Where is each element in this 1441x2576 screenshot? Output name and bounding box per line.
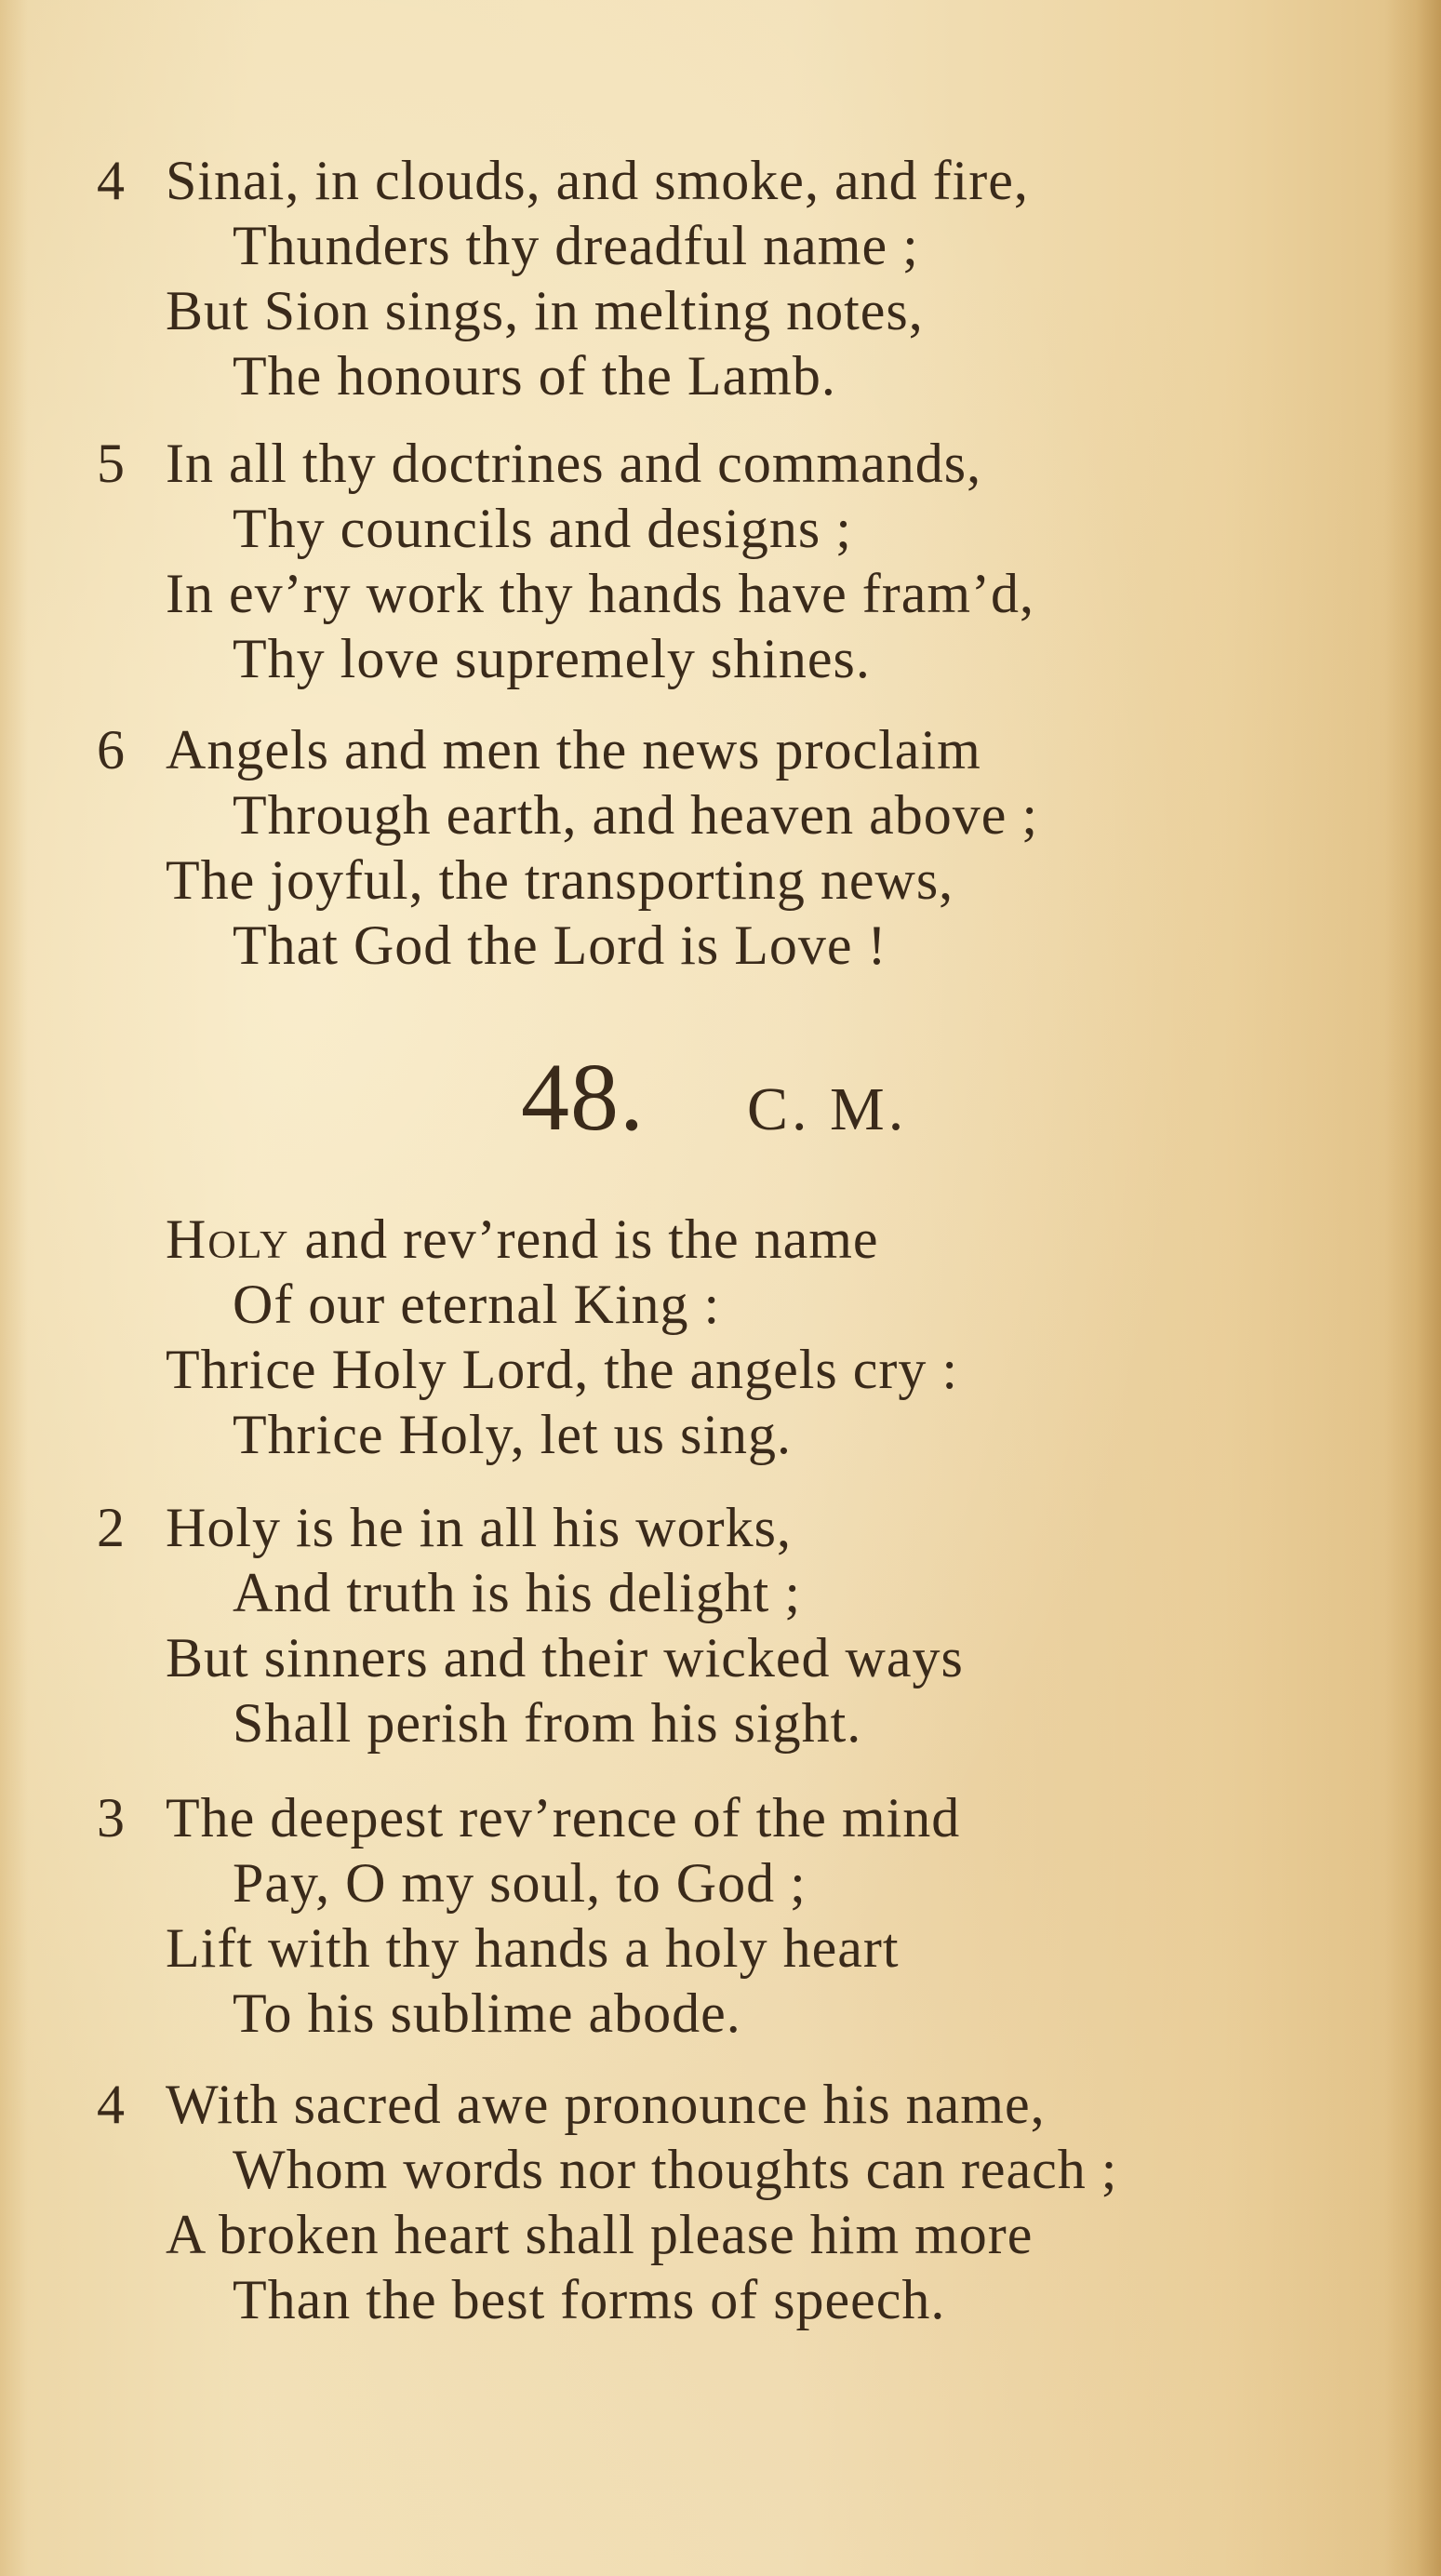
stanza-line: The honours of the Lamb. bbox=[233, 345, 836, 407]
stanza-line: Of our eternal King : bbox=[233, 1274, 721, 1335]
stanza-number: 2 bbox=[97, 1497, 125, 1558]
stanza-line: Holy is he in all his works, bbox=[166, 1497, 792, 1558]
stanza-line: Lift with thy hands a holy heart bbox=[166, 1917, 900, 1979]
hymn-meter: C. M. bbox=[747, 1075, 908, 1143]
stanza-line: The joyful, the transporting news, bbox=[166, 849, 954, 911]
stanza-line: Whom words nor thoughts can reach ; bbox=[233, 2139, 1118, 2200]
stanza-number: 4 bbox=[97, 2074, 125, 2135]
hymn-header bbox=[521, 1042, 907, 1166]
stanza-line: Sinai, in clouds, and smoke, and fire, bbox=[166, 150, 1029, 211]
stanza-number: 4 bbox=[97, 150, 125, 211]
stanza-line: A broken heart shall please him more bbox=[166, 2204, 1034, 2265]
stanza-line: And truth is his delight ; bbox=[233, 1562, 801, 1623]
stanza-line: Angels and men the news proclaim bbox=[166, 719, 981, 781]
stanza-line: Thy councils and designs ; bbox=[233, 498, 852, 559]
drop-word: Holy bbox=[166, 1208, 290, 1270]
page-right-shadow bbox=[1385, 0, 1441, 2576]
stanza-line: But sinners and their wicked ways bbox=[166, 1627, 964, 1688]
stanza-line: The deepest rev’rence of the mind bbox=[166, 1787, 961, 1849]
stanza-number: 5 bbox=[97, 433, 125, 494]
stanza-line: Shall perish from his sight. bbox=[233, 1692, 862, 1754]
page-left-shadow bbox=[0, 0, 28, 2576]
stanza-number: 6 bbox=[97, 719, 125, 781]
stanza-line: Through earth, and heaven above ; bbox=[233, 784, 1038, 846]
stanza-line: Thrice Holy, let us sing. bbox=[233, 1404, 793, 1465]
stanza-line: That God the Lord is Love ! bbox=[233, 914, 887, 976]
stanza-line: Thy love supremely shines. bbox=[233, 628, 871, 689]
stanza-line: Than the best forms of speech. bbox=[233, 2269, 946, 2330]
hymn-number: 48. bbox=[521, 1044, 645, 1151]
stanza-line: Pay, O my soul, to God ; bbox=[233, 1852, 807, 1914]
stanza-line: To his sublime abode. bbox=[233, 1982, 741, 2044]
stanza-line: But Sion sings, in melting notes, bbox=[166, 280, 924, 341]
stanza-line: Thrice Holy Lord, the angels cry : bbox=[166, 1339, 959, 1400]
stanza-line: Thunders thy dreadful name ; bbox=[233, 215, 919, 276]
stanza-line: In ev’ry work thy hands have fram’d, bbox=[166, 563, 1035, 624]
first-line-rest: and rev’rend is the name bbox=[289, 1208, 879, 1270]
stanza-number: 3 bbox=[97, 1787, 125, 1849]
stanza-first-line bbox=[166, 1206, 879, 1273]
stanza-line: With sacred awe pronounce his name, bbox=[166, 2074, 1046, 2135]
stanza-line: In all thy doctrines and commands, bbox=[166, 433, 982, 494]
